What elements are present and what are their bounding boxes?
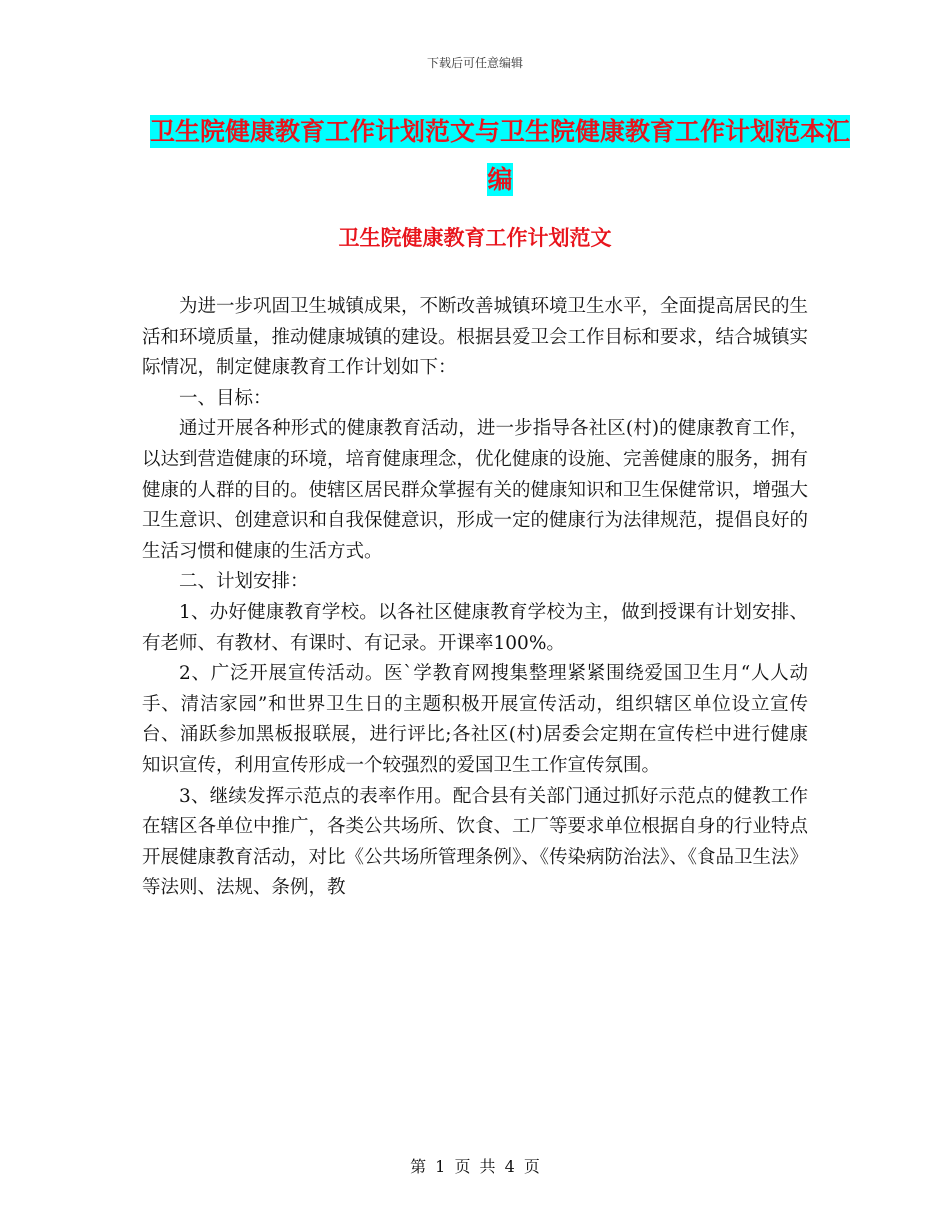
header-note: 下载后可任意编辑 (426, 56, 523, 70)
paragraph-intro: 为进一步巩固卫生城镇成果，不断改善城镇环境卫生水平，全面提高居民的生活和环境质量，推动健康城镇的建设。根据县爱卫会工作目标和要求，结合城镇实际情况，制定健康教育工作计划如下： (142, 296, 809, 379)
paragraph-plan-item-2: 2、广泛开展宣传活动。医`学教育网搜集整理紧紧围绕爱国卫生月“人人动手、清洁家园”和世界卫生日的主题积极开展宣传活动，组织辖区单位设立宣传台、涌跃参加黑板报联展，进行评比;各社区(村)居委会定期在宣传栏中进行健康知识宣传，利用宣传形成一个较强烈的爱国卫生工作宣传氛围。 (142, 663, 808, 776)
paragraph-goals: 通过开展各种形式的健康教育活动，进一步指导各社区(村)的健康教育工作，以达到营造健康的环境，培育健康理念，优化健康的设施、完善健康的服务，拥有健康的人群的目的。使辖区居民群众掌握有关的健康知识和卫生保健常识，增强大卫生意识、创建意识和自我保健意识，形成一定的健康行为法律规范，提倡良好的生活习惯和健康的生活方式。 (142, 418, 809, 562)
heading-goals: 一、目标： (179, 387, 272, 409)
document-title (140, 108, 860, 204)
paragraph-plan-item-3: 3、继续发挥示范点的表率作用。配合县有关部门通过抓好示范点的健教工作在辖区各单位中推广，各类公共场所、饮食、工厂等要求单位根据自身的行业特点开展健康教育活动，对比《公共场所管理条例》、《传染病防治法》、《食品卫生法》等法则、法规、条例，教 (142, 785, 809, 899)
heading-plan: 二、计划安排： (179, 571, 309, 593)
document-title-text: 卫生院健康教育工作计划范文与卫生院健康教育工作计划范本汇编 (149, 117, 850, 194)
paragraph-plan-item-1: 1、办好健康教育学校。以各社区健康教育学校为主，做到授课有计划安排、有老师、有教材、有课时、有记录。开课率100%。 (142, 601, 808, 654)
section-subtitle: 卫生院健康教育工作计划范文 (338, 226, 612, 250)
document-body (142, 292, 808, 904)
page-number: 第 1 页 共 4 页 (410, 1157, 540, 1176)
